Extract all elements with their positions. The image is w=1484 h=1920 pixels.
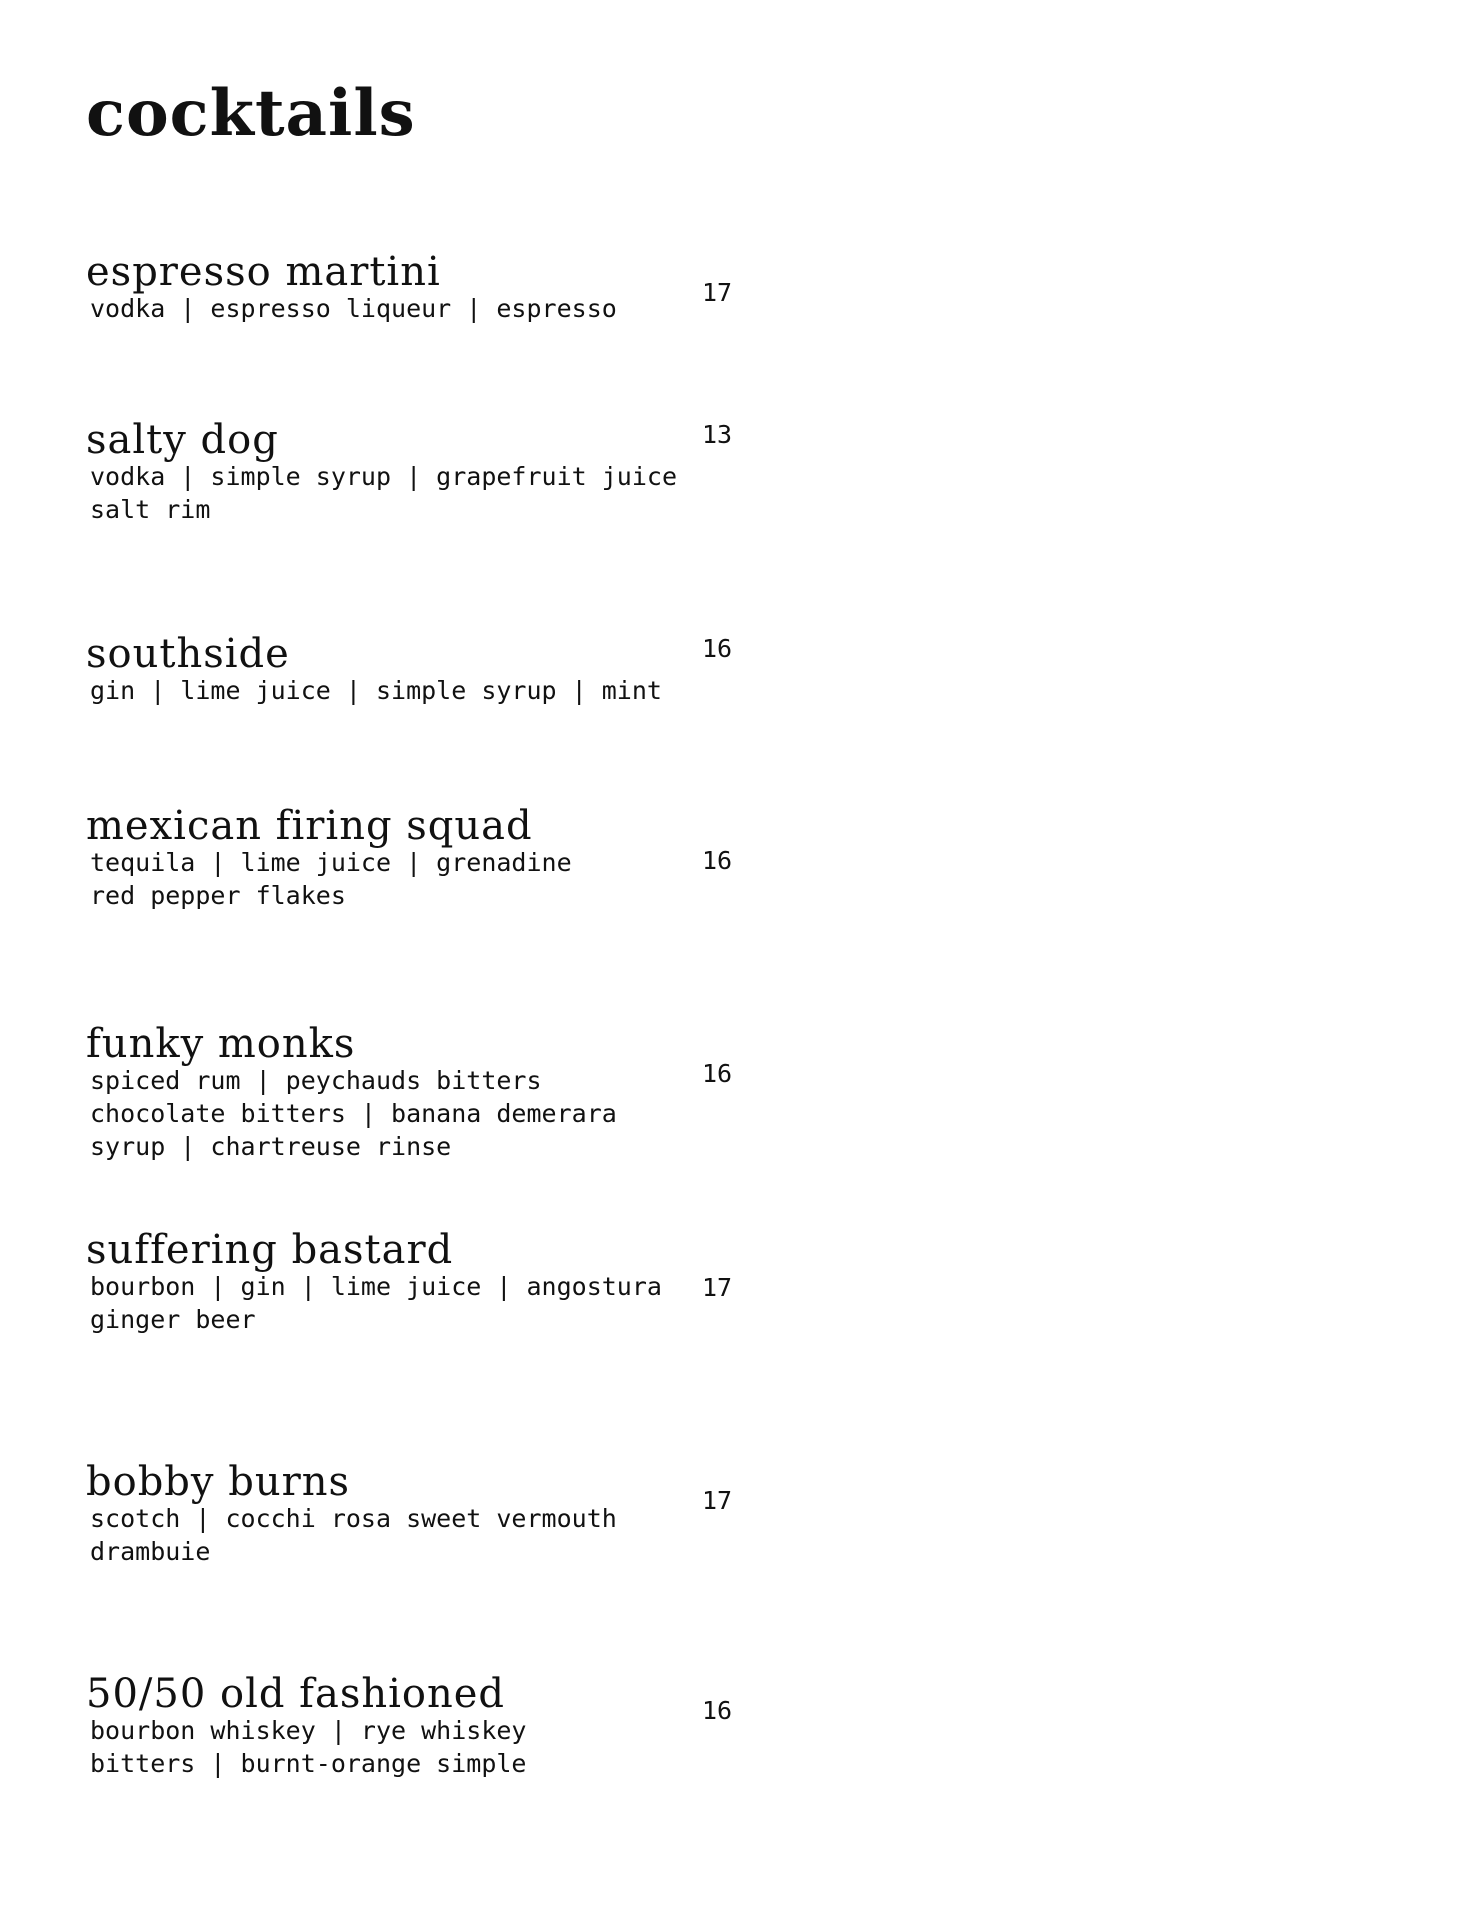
item-ingredients: ginger beer (90, 1305, 256, 1334)
menu-item (86, 1021, 766, 1163)
item-price: 17 (702, 1273, 733, 1302)
item-ingredients: red pepper flakes (90, 881, 346, 910)
item-price: 16 (702, 846, 733, 875)
item-ingredients: chocolate bitters | banana demerara (90, 1099, 617, 1128)
menu-item (86, 1227, 766, 1336)
item-name: 50/50 old fashioned (86, 1671, 506, 1717)
item-ingredients: gin | lime juice | simple syrup | mint (90, 676, 662, 705)
item-price: 17 (702, 1486, 733, 1515)
item-ingredients: tequila | lime juice | grenadine (90, 848, 572, 877)
item-price: 16 (702, 1696, 733, 1725)
item-name: mexican firing squad (86, 803, 533, 849)
menu-item (86, 1459, 766, 1568)
item-name: salty dog (86, 417, 279, 463)
item-ingredients: spiced rum | peychauds bitters (90, 1066, 542, 1095)
item-ingredients: scotch | cocchi rosa sweet vermouth (90, 1504, 617, 1533)
menu-item (86, 249, 766, 325)
item-name: espresso martini (86, 249, 441, 295)
item-ingredients: bourbon | gin | lime juice | angostura (90, 1272, 662, 1301)
item-price: 17 (702, 278, 733, 307)
item-name: suffering bastard (86, 1227, 454, 1273)
item-ingredients: bitters | burnt-orange simple (90, 1749, 527, 1778)
menu-item (86, 1671, 766, 1780)
item-ingredients: vodka | espresso liqueur | espresso (90, 294, 617, 323)
item-price: 16 (702, 1059, 733, 1088)
item-ingredients: bourbon whiskey | rye whiskey (90, 1716, 527, 1745)
item-ingredients: drambuie (90, 1537, 211, 1566)
item-ingredients: syrup | chartreuse rinse (90, 1132, 452, 1161)
item-price: 16 (702, 634, 733, 663)
item-name: southside (86, 631, 290, 677)
menu-item (86, 417, 766, 526)
item-name: bobby burns (86, 1459, 350, 1505)
item-name: funky monks (86, 1021, 356, 1067)
menu-title: cocktails (86, 76, 416, 151)
menu-item (86, 631, 766, 707)
menu-item (86, 803, 766, 912)
item-ingredients: salt rim (90, 495, 211, 524)
item-ingredients: vodka | simple syrup | grapefruit juice (90, 462, 677, 491)
item-price: 13 (702, 420, 733, 449)
